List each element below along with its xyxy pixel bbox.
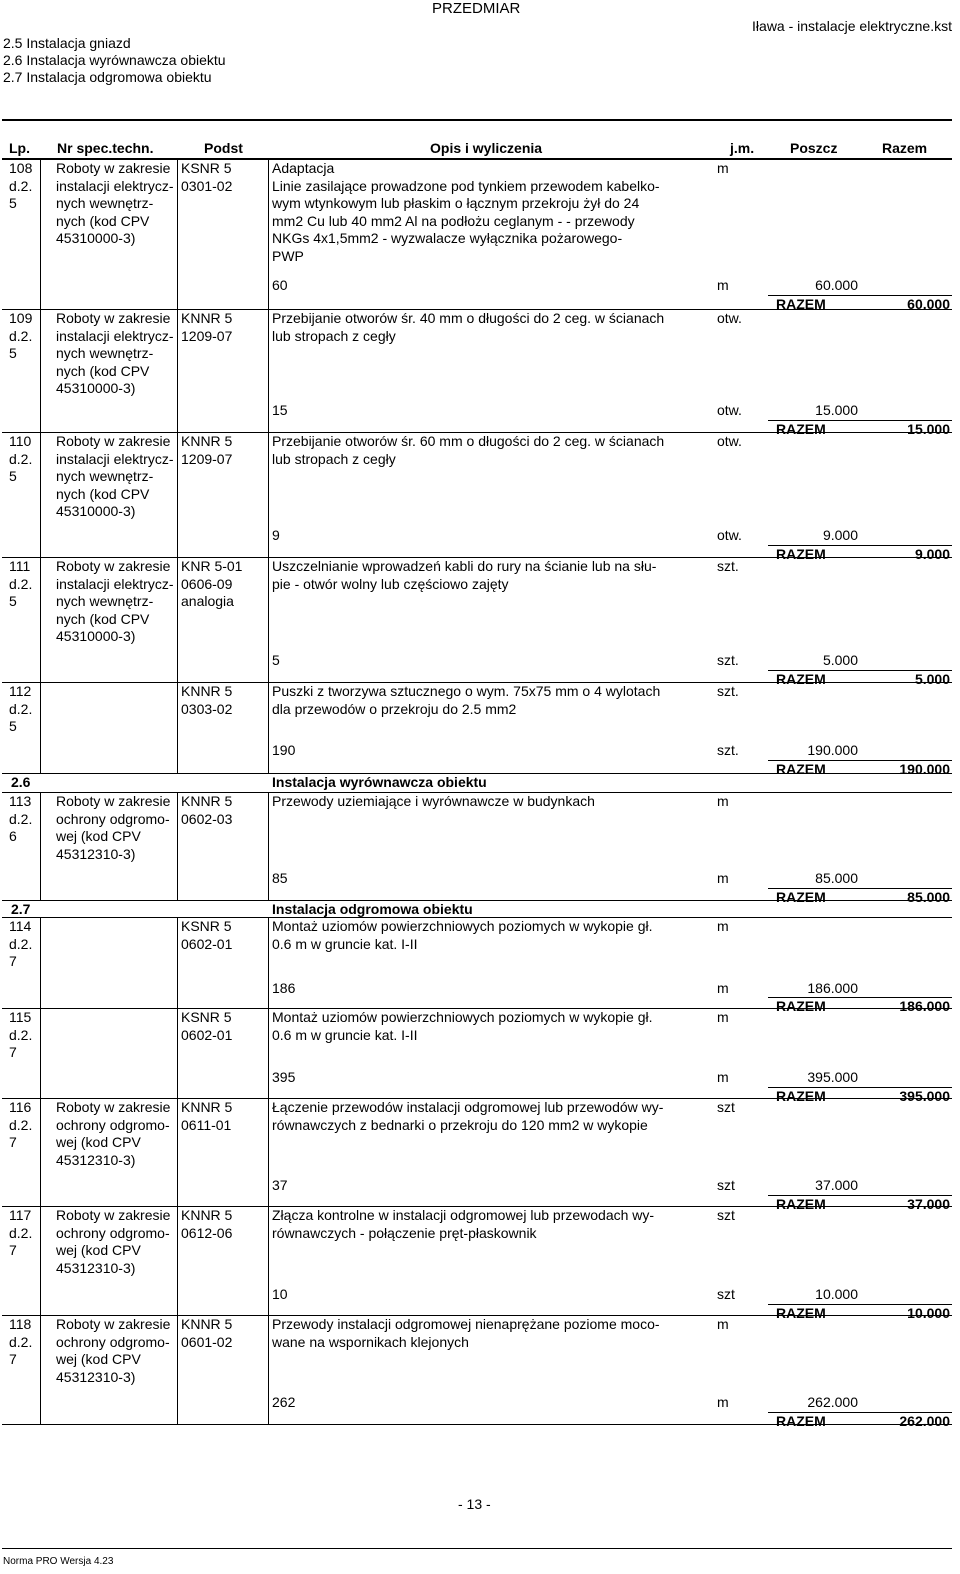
row-divider xyxy=(268,1206,269,1315)
item-poszcz: 190.000 xyxy=(807,742,858,758)
razem-label: RAZEM xyxy=(776,889,826,905)
row-divider xyxy=(177,1098,178,1206)
col-jm: j.m. xyxy=(730,140,755,156)
item-opis: Adaptacja Linie zasilające prowadzone pod tynkiem przewodem kabelko- wym wtynkowym lub płaskim o łącznym przekroju żył do 24 mm2 Cu lub 40 mm2 Al na podłożu ceglanym - - przewody NKGs 4x1,5mm2 - wyzwalacze wyłącznika pożarowego- PWP xyxy=(272,160,660,264)
razem-label: RAZEM xyxy=(776,998,826,1014)
footer-rule xyxy=(2,1548,952,1549)
row-divider xyxy=(40,1008,41,1098)
item-razem: 15.000 xyxy=(907,421,950,437)
item-jm: otw. xyxy=(717,310,742,326)
item-lp: 110 d.2. 5 xyxy=(9,433,33,484)
row-divider xyxy=(177,1206,178,1315)
item-razem: 190.000 xyxy=(899,761,950,777)
item-jm: szt. xyxy=(717,683,739,699)
item-opis: Złącza kontrolne w instalacji odgromowej lub przewodach wy- równawczych - połączenie pręt-płaskownik xyxy=(272,1207,655,1241)
item-jm: m xyxy=(717,918,729,934)
row-divider xyxy=(268,309,269,432)
item-spec: Roboty w zakresie instalacji elektrycz- nych wewnętrz- nych (kod CPV 45310000-3) xyxy=(56,160,174,246)
item-podst: KNNR 5 1209-07 xyxy=(181,433,233,467)
razem-label: RAZEM xyxy=(776,296,826,312)
item-jm: m xyxy=(717,1009,729,1025)
row-divider xyxy=(268,1008,269,1098)
item-calc-jm: szt. xyxy=(717,652,739,668)
item-poszcz: 262.000 xyxy=(807,1394,858,1410)
item-podst: KNNR 5 0611-01 xyxy=(181,1099,233,1133)
item-calc: 85 xyxy=(272,870,288,886)
item-opis: Przewody uziemiające i wyrównawcze w budynkach xyxy=(272,793,595,809)
row-divider xyxy=(177,432,178,557)
item-calc: 10 xyxy=(272,1286,288,1302)
item-calc-jm: m xyxy=(717,277,729,293)
row-divider xyxy=(268,682,269,773)
header-right-title: Iława - instalacje elektryczne.kst xyxy=(752,18,952,34)
row-divider xyxy=(40,432,41,557)
row-divider xyxy=(268,792,269,900)
row-divider xyxy=(40,917,41,1008)
item-jm: szt xyxy=(717,1207,735,1223)
item-lp: 113 d.2. 6 xyxy=(9,793,33,844)
item-poszcz: 186.000 xyxy=(807,980,858,996)
item-podst: KNR 5-01 0606-09 analogia xyxy=(181,558,243,609)
razem-label: RAZEM xyxy=(776,1196,826,1212)
item-spec: Roboty w zakresie instalacji elektrycz- nych wewnętrz- nych (kod CPV 45310000-3) xyxy=(56,433,174,519)
row-divider xyxy=(177,792,178,900)
header-left-line-3: 2.7 Instalacja odgromowa obiektu xyxy=(3,69,212,85)
item-lp: 115 d.2. 7 xyxy=(9,1009,33,1060)
row-divider xyxy=(177,309,178,432)
item-calc-jm: m xyxy=(717,1394,729,1410)
item-poszcz: 9.000 xyxy=(822,527,858,543)
item-opis: Przebijanie otworów śr. 40 mm o długości do 2 ceg. w ścianach lub stropach z cegły xyxy=(272,310,665,344)
item-podst: KSNR 5 0602-01 xyxy=(181,1009,233,1043)
row-divider xyxy=(268,1098,269,1206)
razem-label: RAZEM xyxy=(776,671,826,687)
item-opis: Montaż uziomów powierzchniowych poziomych w wykopie gł. 0.6 m w gruncie kat. I-II xyxy=(272,918,653,952)
item-lp: 112 d.2. 5 xyxy=(9,683,33,734)
item-calc-jm: szt xyxy=(717,1177,735,1193)
item-calc-jm: m xyxy=(717,980,729,996)
item-spec: Roboty w zakresie instalacji elektrycz- nych wewnętrz- nych (kod CPV 45310000-3) xyxy=(56,558,174,644)
header-center-title: PRZEDMIAR xyxy=(432,0,521,17)
item-podst: KNNR 5 0303-02 xyxy=(181,683,233,717)
row-divider xyxy=(268,432,269,557)
item-calc: 395 xyxy=(272,1069,296,1085)
item-poszcz: 15.000 xyxy=(815,402,858,418)
table-bottom-rule xyxy=(2,1424,952,1425)
row-divider xyxy=(177,682,178,773)
section-number: 2.7 xyxy=(11,901,31,917)
item-podst: KNNR 5 0602-03 xyxy=(181,793,233,827)
row-divider xyxy=(268,1315,269,1424)
razem-label: RAZEM xyxy=(776,1088,826,1104)
item-opis: Montaż uziomów powierzchniowych poziomych w wykopie gł. 0.6 m w gruncie kat. I-II xyxy=(272,1009,653,1043)
item-calc-jm: szt xyxy=(717,1286,735,1302)
item-poszcz: 85.000 xyxy=(815,870,858,886)
item-razem: 186.000 xyxy=(899,998,950,1014)
col-spec: Nr spec.techn. xyxy=(57,140,154,156)
item-lp: 117 d.2. 7 xyxy=(9,1207,33,1258)
item-poszcz: 37.000 xyxy=(815,1177,858,1193)
item-razem: 10.000 xyxy=(907,1305,950,1321)
item-spec: Roboty w zakresie ochrony odgromo- wej (kod CPV 45312310-3) xyxy=(56,1207,171,1276)
row-divider xyxy=(40,159,41,309)
item-poszcz: 60.000 xyxy=(815,277,858,293)
row-divider xyxy=(268,917,269,1008)
item-lp: 118 d.2. 7 xyxy=(9,1316,33,1367)
row-divider xyxy=(177,159,178,309)
row-divider xyxy=(40,682,41,773)
razem-label: RAZEM xyxy=(776,421,826,437)
item-jm: szt xyxy=(717,1099,735,1115)
item-calc: 262 xyxy=(272,1394,296,1410)
item-razem: 9.000 xyxy=(914,546,950,562)
header-left-line-1: 2.5 Instalacja gniazd xyxy=(3,35,131,51)
item-razem: 395.000 xyxy=(899,1088,950,1104)
item-opis: Łączenie przewodów instalacji odgromowej lub przewodów wy- równawczych z bednarki o przekroju do 120 mm2 w wykopie xyxy=(272,1099,664,1133)
row-divider xyxy=(177,1315,178,1424)
item-calc: 15 xyxy=(272,402,288,418)
row-divider xyxy=(40,309,41,432)
item-lp: 114 d.2. 7 xyxy=(9,918,33,969)
item-calc: 190 xyxy=(272,742,296,758)
item-podst: KNNR 5 1209-07 xyxy=(181,310,233,344)
item-calc: 5 xyxy=(272,652,280,668)
item-poszcz: 10.000 xyxy=(815,1286,858,1302)
section-number: 2.6 xyxy=(11,774,31,790)
item-calc: 9 xyxy=(272,527,280,543)
item-calc: 37 xyxy=(272,1177,288,1193)
item-poszcz: 395.000 xyxy=(807,1069,858,1085)
col-opis: Opis i wyliczenia xyxy=(430,140,543,156)
row-divider xyxy=(40,1098,41,1206)
item-podst: KNNR 5 0612-06 xyxy=(181,1207,233,1241)
col-poszcz: Poszcz xyxy=(790,140,838,156)
item-razem: 5.000 xyxy=(914,671,950,687)
razem-label: RAZEM xyxy=(776,1305,826,1321)
item-podst: KSNR 5 0602-01 xyxy=(181,918,233,952)
item-podst: KNNR 5 0601-02 xyxy=(181,1316,233,1350)
item-lp: 108 d.2. 5 xyxy=(9,160,33,211)
item-razem: 37.000 xyxy=(907,1196,950,1212)
col-podst: Podst xyxy=(204,140,243,156)
row-divider xyxy=(177,557,178,682)
item-lp: 116 d.2. 7 xyxy=(9,1099,33,1150)
item-spec: Roboty w zakresie ochrony odgromo- wej (kod CPV 45312310-3) xyxy=(56,1316,171,1385)
item-spec: Roboty w zakresie ochrony odgromo- wej (kod CPV 45312310-3) xyxy=(56,793,171,862)
item-jm: m xyxy=(717,160,729,176)
item-calc: 186 xyxy=(272,980,296,996)
item-lp: 111 d.2. 5 xyxy=(9,558,33,609)
item-calc-jm: m xyxy=(717,870,729,886)
software-version: Norma PRO Wersja 4.23 xyxy=(3,1556,114,1567)
row-divider xyxy=(40,1315,41,1424)
razem-label: RAZEM xyxy=(776,1413,826,1429)
row-divider xyxy=(40,792,41,900)
item-razem: 262.000 xyxy=(899,1413,950,1429)
item-razem: 60.000 xyxy=(907,296,950,312)
item-spec: Roboty w zakresie ochrony odgromo- wej (kod CPV 45312310-3) xyxy=(56,1099,171,1168)
item-opis: Przewody instalacji odgromowej nienaprężane poziome moco- wane na wspornikach klejonych xyxy=(272,1316,660,1350)
item-opis: Puszki z tworzywa sztucznego o wym. 75x75 mm o 4 wylotach dla przewodów o przekroju do 2.5 mm2 xyxy=(272,683,661,717)
row-divider xyxy=(268,557,269,682)
row-divider xyxy=(40,557,41,682)
row-divider xyxy=(268,159,269,309)
item-spec: Roboty w zakresie instalacji elektrycz- nych wewnętrz- nych (kod CPV 45310000-3) xyxy=(56,310,174,396)
section-title: Instalacja wyrównawcza obiektu xyxy=(272,774,487,790)
item-calc-jm: otw. xyxy=(717,402,742,418)
item-jm: szt. xyxy=(717,558,739,574)
item-lp: 109 d.2. 5 xyxy=(9,310,33,361)
col-lp: Lp. xyxy=(9,140,30,156)
item-calc-jm: otw. xyxy=(717,527,742,543)
section-rule xyxy=(2,900,952,901)
header-left-line-2: 2.6 Instalacja wyrównawcza obiektu xyxy=(3,52,226,68)
page-number: - 13 - xyxy=(458,1496,491,1512)
razem-label: RAZEM xyxy=(776,761,826,777)
item-calc-jm: szt. xyxy=(717,742,739,758)
item-calc-jm: m xyxy=(717,1069,729,1085)
item-razem: 85.000 xyxy=(907,889,950,905)
header-top-rule xyxy=(2,119,952,121)
col-razem: Razem xyxy=(882,140,928,156)
section-title: Instalacja odgromowa obiektu xyxy=(272,901,473,917)
row-divider xyxy=(177,1008,178,1098)
row-divider xyxy=(40,1206,41,1315)
item-calc: 60 xyxy=(272,277,288,293)
item-opis: Uszczelnianie wprowadzeń kabli do rury na ścianie lub na słu- pie - otwór wolny lub częściowo zajęty xyxy=(272,558,657,592)
row-divider xyxy=(177,917,178,1008)
razem-label: RAZEM xyxy=(776,546,826,562)
item-podst: KSNR 5 0301-02 xyxy=(181,160,233,194)
item-jm: m xyxy=(717,1316,729,1332)
item-opis: Przebijanie otworów śr. 60 mm o długości do 2 ceg. w ścianach lub stropach z cegły xyxy=(272,433,665,467)
item-poszcz: 5.000 xyxy=(822,652,858,668)
item-jm: m xyxy=(717,793,729,809)
item-jm: otw. xyxy=(717,433,742,449)
